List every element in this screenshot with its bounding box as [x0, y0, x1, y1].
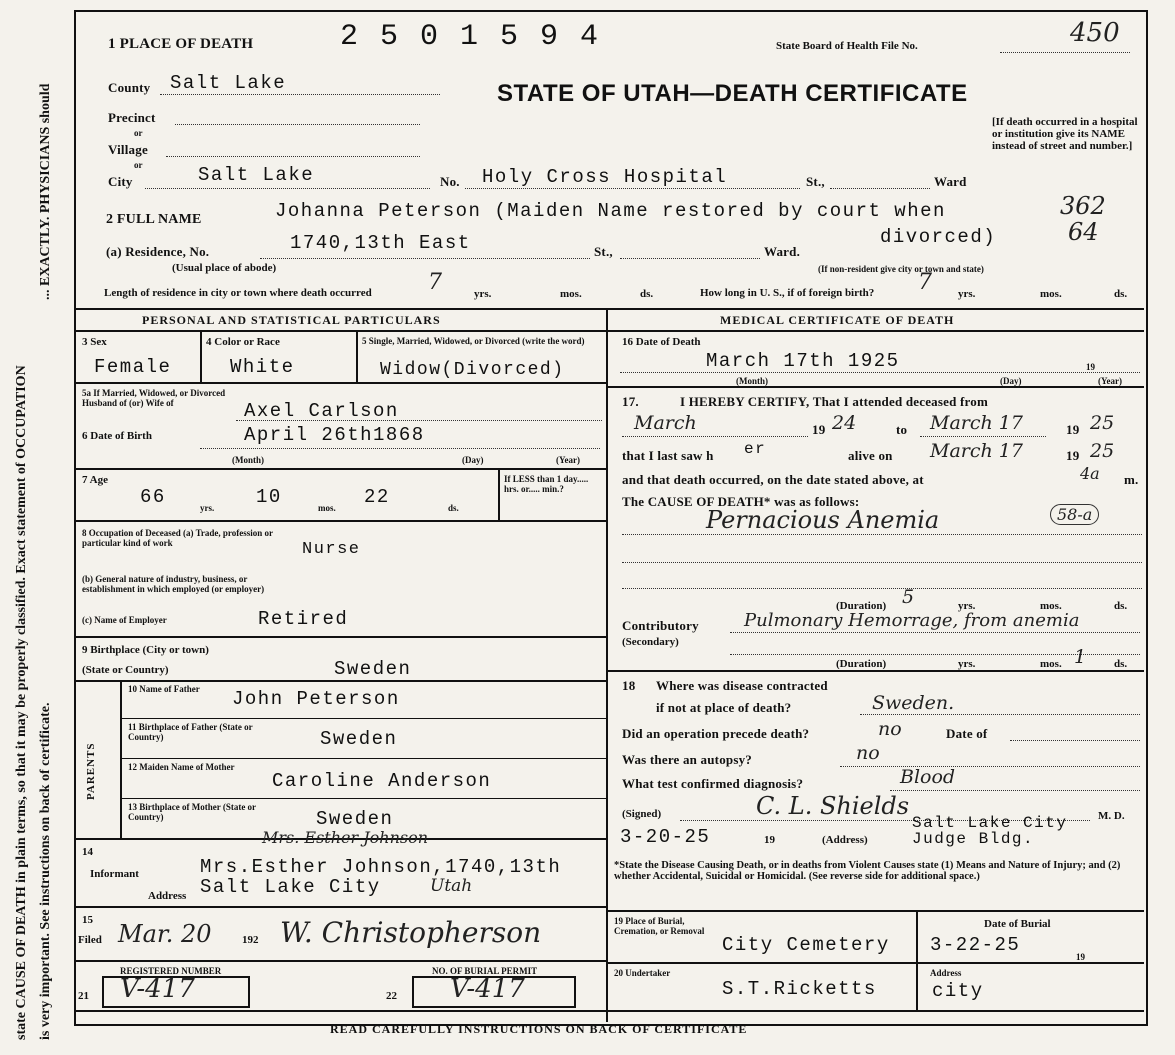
contributory-label: Contributory	[622, 618, 699, 633]
age-ds-label: ds.	[448, 503, 459, 513]
burial-place-value: City Cemetery	[722, 934, 890, 956]
cause-footnote: *State the Disease Causing Death, or in deaths from Violent Causes state (1) Means and Nature of Injury; and (2) whether Accidental, Suicidal or Homicidal. (See reverse side for additional space.)	[614, 860, 1121, 882]
street-value: Holy Cross Hospital	[482, 166, 728, 188]
city-value: Salt Lake	[198, 164, 315, 186]
us-yrs-label: yrs.	[958, 288, 976, 300]
informant-number: 14	[82, 846, 93, 858]
dob-value: April 26th1868	[244, 424, 425, 446]
age-days: 22	[364, 486, 390, 508]
place-of-death-label: 1 PLACE OF DEATH	[108, 36, 254, 52]
to-year-prefix: 19	[1066, 422, 1080, 437]
age-months: 10	[256, 486, 282, 508]
length-ds-label: ds.	[640, 288, 654, 300]
residence-ward-label: Ward.	[764, 244, 801, 259]
cause-code: 58-a	[1050, 504, 1099, 525]
occupation-label: 8 Occupation of Deceased (a) Trade, profession or particular kind of work	[82, 528, 273, 548]
duration-value: 5	[902, 586, 915, 608]
burial-permit-field-number: 22	[386, 990, 397, 1002]
certificate-title: STATE OF UTAH—DEATH CERTIFICATE	[497, 80, 968, 107]
hospital-note: [If death occurred in a hospital or institution give its NAME instead of street and number.]	[992, 116, 1138, 152]
duration-yrs: yrs.	[958, 600, 976, 612]
sex-value: Female	[94, 356, 172, 378]
color-value: White	[230, 356, 295, 378]
employer-label: (c) Name of Employer	[82, 615, 167, 625]
contracted-value: Sweden.	[872, 692, 955, 714]
alive-year: 25	[1090, 440, 1115, 462]
industry-label: (b) General nature of industry, business, or establishment in which employed (or employer)	[82, 574, 265, 594]
length-residence-label: Length of residence in city or town where death occurred	[104, 287, 372, 299]
county-value: Salt Lake	[170, 72, 287, 94]
burial-place-label: 19 Place of Burial, Cremation, or Removal	[614, 916, 705, 936]
contributory-value: Pulmonary Hemorrage, from anemia	[744, 610, 1080, 631]
age-mos-label: mos.	[318, 503, 336, 513]
test-value: Blood	[900, 766, 956, 788]
less-than-day: If LESS than 1 day..... hrs. or..... min.?	[504, 474, 589, 494]
dob-month: (Month)	[232, 455, 264, 465]
autopsy-value: no	[856, 742, 880, 764]
sex-label: 3 Sex	[82, 336, 107, 348]
last-saw-label: that I last saw h	[622, 448, 714, 463]
physician-address: Salt Lake City	[912, 814, 1068, 832]
birthplace-value: Sweden	[334, 658, 412, 680]
date-of-death-value: March 17th 1925	[706, 350, 900, 372]
certify-text: I HEREBY CERTIFY, That I attended deceased from	[680, 394, 988, 409]
occupation-value: Nurse	[302, 540, 361, 559]
father-birth-value: Sweden	[320, 728, 398, 750]
us-residence-label: How long in U. S., if of foreign birth?	[700, 287, 875, 299]
contracted-number: 18	[622, 678, 636, 693]
informant-label: Informant	[90, 868, 139, 880]
us-ds-label: ds.	[1114, 288, 1128, 300]
date-of-label: Date of	[946, 726, 988, 741]
father-label: 10 Name of Father	[128, 684, 200, 694]
duration2-yrs: yrs.	[958, 658, 976, 670]
cause-value: Pernacious Anemia	[706, 506, 940, 534]
test-label: What test confirmed diagnosis?	[622, 776, 804, 791]
spouse-label: 5a If Married, Widowed, or Divorced Husband of (or) Wife of	[82, 388, 226, 408]
certify-number: 17.	[622, 394, 639, 409]
duration-ds: ds.	[1114, 600, 1128, 612]
full-name-label: 2 FULL NAME	[106, 212, 202, 227]
duration2-mos: mos.	[1040, 658, 1062, 670]
margin-instructions-line1: state CAUSE OF DEATH in plain terms, so that it may be properly classified. Exact statement of OCCUPATION	[14, 365, 29, 1040]
instructions-footer: READ CAREFULLY INSTRUCTIONS ON BACK OF CERTIFICATE	[330, 1022, 748, 1036]
attended-from: March	[634, 412, 697, 434]
signed-label: (Signed)	[622, 808, 662, 820]
md-label: M. D.	[1098, 810, 1125, 822]
non-resident-note: (If non-resident give city or town and state)	[818, 264, 984, 274]
medical-section-title: MEDICAL CERTIFICATE OF DEATH	[720, 313, 955, 327]
sign-date: 3-20-25	[620, 826, 711, 848]
informant-address-hand: Utah	[430, 876, 473, 896]
filed-year: 192	[242, 934, 259, 946]
physician-address2: Judge Bldg.	[912, 830, 1035, 848]
full-name-value: Johanna Peterson (Maiden Name restored by court when	[275, 200, 946, 222]
side-number-1: 362	[1060, 192, 1106, 220]
ward-label: Ward	[934, 174, 967, 189]
county-label: County	[108, 80, 151, 95]
precinct-label: Precinct	[108, 110, 156, 125]
father-birth-label: 11 Birthplace of Father (State or Country)	[128, 722, 253, 742]
alive-on-label: alive on	[848, 448, 893, 463]
duration2-value: 1	[1074, 646, 1087, 668]
registered-value: V-417	[120, 974, 195, 1004]
residence-st-label: St.,	[594, 244, 613, 259]
registered-number-label: REGISTERED NUMBER	[120, 966, 222, 976]
city-label: City	[108, 174, 133, 189]
burial-permit-value: V-417	[450, 974, 525, 1004]
contracted-label2: if not at place of death?	[656, 700, 792, 715]
alive-year-prefix: 19	[1066, 448, 1080, 463]
sign-year-prefix: 19	[764, 834, 775, 846]
contracted-label: Where was disease contracted	[656, 678, 828, 693]
time-m-label: m.	[1124, 472, 1139, 487]
us-years: 7	[918, 270, 932, 295]
registered-field-number: 21	[78, 990, 89, 1002]
undertaker-value: S.T.Ricketts	[722, 978, 877, 1000]
informant-address-value: Salt Lake City	[200, 876, 381, 898]
spouse-value: Axel Carlson	[244, 400, 399, 422]
or-label-1: or	[134, 128, 143, 138]
physician-signature: C. L. Shields	[756, 792, 910, 820]
alive-date: March 17	[930, 440, 1023, 462]
attended-to: March 17	[930, 412, 1023, 434]
file-number: 450	[1070, 18, 1120, 48]
birthplace-state-label: (State or Country)	[82, 664, 169, 676]
undertaker-address-label: Address	[930, 968, 962, 978]
marital-label: 5 Single, Married, Widowed, or Divorced (write the word)	[362, 336, 585, 346]
us-mos-label: mos.	[1040, 288, 1062, 300]
burial-permit-label: NO. OF BURIAL PERMIT	[432, 966, 538, 976]
usual-place-note: (Usual place of abode)	[172, 262, 277, 274]
village-label: Village	[108, 142, 148, 157]
duration2-ds: ds.	[1114, 658, 1128, 670]
cause-label: The CAUSE OF DEATH* was as follows:	[622, 494, 860, 509]
dod-month: (Month)	[736, 376, 768, 386]
informant-value: Mrs.Esther Johnson,1740,13th	[200, 856, 562, 878]
duration2-label: (Duration)	[836, 658, 887, 670]
age-yrs-label: yrs.	[200, 503, 215, 513]
autopsy-label: Was there an autopsy?	[622, 752, 753, 767]
operation-value: no	[878, 718, 902, 740]
last-saw-pronoun: er	[744, 440, 767, 458]
dod-year: (Year)	[1098, 376, 1122, 386]
burial-year-prefix: 19	[1076, 952, 1085, 962]
filed-signature: W. Christopherson	[280, 916, 542, 949]
mother-birth-value: Sweden	[316, 808, 394, 830]
age-years: 66	[140, 486, 166, 508]
st-label: St.,	[806, 174, 825, 189]
filed-number: 15	[82, 914, 93, 926]
dob-year: (Year)	[556, 455, 580, 465]
from-year-prefix: 19	[812, 422, 826, 437]
filed-date: Mar. 20	[118, 920, 212, 948]
side-number-2: 64	[1068, 218, 1099, 246]
employer-value: Retired	[258, 608, 349, 630]
length-years: 7	[428, 270, 442, 295]
mother-label: 12 Maiden Name of Mother	[128, 762, 235, 772]
full-name-cont: divorced)	[880, 226, 997, 248]
date-of-death-label: 16 Date of Death	[622, 336, 701, 348]
residence-label: (a) Residence, No.	[106, 244, 210, 259]
to-year: 25	[1090, 412, 1115, 434]
filed-label: Filed	[78, 934, 102, 946]
margin-instructions-line2: is very important. See instructions on back of certificate.	[38, 702, 53, 1040]
parents-label: PARENTS	[85, 742, 97, 800]
occurred-text: and that death occurred, on the date stated above, at	[622, 472, 924, 487]
burial-date-value: 3-22-25	[930, 934, 1021, 956]
margin-instructions-line3: ... EXACTLY. PHYSICIANS should	[38, 83, 53, 300]
undertaker-address-value: city	[932, 980, 984, 1002]
age-label: 7 Age	[82, 474, 108, 486]
dob-day: (Day)	[462, 455, 484, 465]
duration-mos: mos.	[1040, 600, 1062, 612]
color-label: 4 Color or Race	[206, 336, 280, 348]
from-year: 24	[832, 412, 857, 434]
mother-birth-label: 13 Birthplace of Mother (State or Country)	[128, 802, 256, 822]
father-value: John Peterson	[232, 688, 400, 710]
certificate-number: 2 5 0 1 5 9 4	[340, 20, 601, 54]
file-number-label: State Board of Health File No.	[776, 40, 918, 52]
length-yrs-label: yrs.	[474, 288, 492, 300]
undertaker-label: 20 Undertaker	[614, 968, 671, 978]
informant-signature: Mrs. Esther Johnson	[262, 828, 429, 847]
to-label: to	[896, 422, 908, 437]
or-label-2: or	[134, 160, 143, 170]
informant-address-label: Address	[148, 890, 187, 902]
mother-value: Caroline Anderson	[272, 770, 492, 792]
burial-date-label: Date of Burial	[984, 918, 1051, 930]
street-no-label: No.	[440, 174, 460, 189]
time-of-death: 4a	[1080, 464, 1100, 483]
personal-section-title: PERSONAL AND STATISTICAL PARTICULARS	[142, 313, 441, 327]
dod-year-prefix: 19	[1086, 362, 1095, 372]
birthplace-label: 9 Birthplace (City or town)	[82, 644, 209, 656]
length-mos-label: mos.	[560, 288, 582, 300]
physician-address-label: (Address)	[822, 834, 868, 846]
dob-label: 6 Date of Birth	[82, 430, 152, 442]
operation-label: Did an operation precede death?	[622, 726, 810, 741]
marital-value: Widow(Divorced)	[380, 360, 565, 380]
residence-value: 1740,13th East	[290, 232, 471, 254]
secondary-label: (Secondary)	[622, 636, 679, 648]
duration-label: (Duration)	[836, 600, 887, 612]
dod-day: (Day)	[1000, 376, 1022, 386]
